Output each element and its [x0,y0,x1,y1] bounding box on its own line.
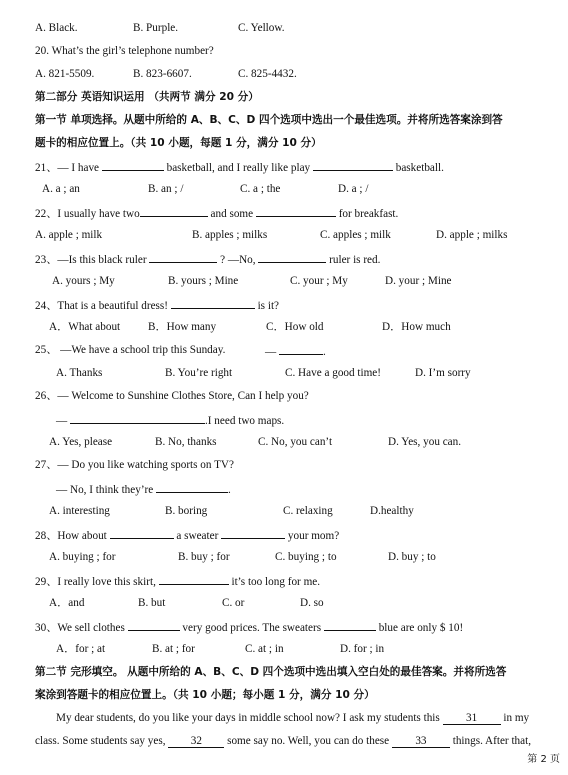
q19-option-a: A. Black. [35,22,78,34]
passage-line-2 [35,734,531,748]
q23-stem [35,251,380,267]
q24-stem [35,297,279,313]
q24-blank-1[interactable] [171,297,255,309]
q21-text-2: basketball, and I really like play [166,162,311,174]
q29-text-1: 29、I really love this skirt, [35,576,156,588]
q30-text-2: very good prices. The sweaters [182,622,322,634]
q26-option-a: A. Yes, please [49,436,113,448]
q24-option-b: B．How many [148,321,217,333]
q23-blank-2[interactable] [258,251,326,263]
q21-option-c: C. a ; the [240,183,281,195]
q27-option-c: C. relaxing [283,505,333,517]
q25-option-c: C. Have a good time! [285,367,382,379]
passage-blank-33[interactable]: 33 [392,736,450,748]
q27-text-2: — No, I think they’re [56,484,154,496]
passage-text-5: things. After that, [452,735,532,747]
q28-option-a: A. buying ; for [49,551,116,563]
q26-text-3: .I need two maps. [204,415,285,427]
q26-stem: 26、— Welcome to Sunshine Clothes Store, Can I help you? [35,390,309,402]
q28-blank-2[interactable] [221,527,285,539]
q24-option-d: D．How much [382,321,451,333]
q22-option-a: A. apple ; milk [35,229,103,241]
q28-option-d: D. buy ; to [388,551,436,563]
q22-blank-1[interactable] [140,205,208,217]
q21-stem [35,159,444,175]
q21-text-3: basketball. [395,162,444,174]
q26-option-b: B. No, thanks [155,436,217,448]
q27-blank-1[interactable] [156,481,228,493]
q28-option-b: B. buy ; for [178,551,230,563]
passage-blank-31[interactable]: 31 [443,713,501,725]
q30-blank-2[interactable] [324,619,376,631]
q23-option-a: A. yours ; My [52,275,115,287]
q19-option-c: C. Yellow. [238,22,285,34]
q21-option-d: D. a ; / [338,183,369,195]
q28-blank-1[interactable] [110,527,174,539]
q27-option-a: A. interesting [49,505,110,517]
q22-option-b: B. apples ; milks [192,229,268,241]
q23-blank-1[interactable] [149,251,217,263]
q19-option-b: B. Purple. [133,22,179,34]
q25-option-a: A. Thanks [56,367,103,379]
section2-heading-line2: 案涂到答题卡的相应位置上。（共 10 小题；每小题 1 分，满分 10 分） [35,689,375,701]
q30-option-b: B. at ; for [152,643,195,655]
q24-text-1: 24、That is a beautiful dress! [35,300,168,312]
q25-option-b: B. You’re right [165,367,233,379]
q26-response [56,412,284,428]
q23-text-1: 23、—Is this black ruler [35,254,147,266]
passage-text-2: in my [503,712,530,724]
q30-option-a: A．for ; at [56,643,106,655]
passage-text-3: class. Some students say yes, [35,735,166,747]
q22-text-2: and some [210,208,254,220]
q27-response [56,481,231,497]
q21-option-b: B. an ; / [148,183,184,195]
q26-blank-1[interactable] [70,412,205,424]
part2-title: 第二部分 英语知识运用 （共两节 满分 20 分） [35,91,259,103]
q24-option-c: C．How old [266,321,324,333]
q29-stem [35,573,320,589]
q24-text-2: is it? [257,300,280,312]
q22-blank-2[interactable] [256,205,336,217]
q27-option-d: D.healthy [370,505,414,517]
q21-blank-1[interactable] [102,159,164,171]
passage-line-1 [56,711,529,725]
q23-option-d: D. your ; Mine [385,275,452,287]
q25-text-2: — [265,346,277,358]
q25-stem: 25、 —We have a school trip this Sunday. [35,344,226,356]
passage-text-4: some say no. Well, you can do these [227,735,390,747]
q30-option-d: D. for ; in [340,643,385,655]
section1-heading-line1: 第一节 单项选择。从题中所给的 A、B、C、D 四个选项中选出一个最佳选项。并将所选答案涂到答 [35,114,503,126]
q28-stem [35,527,339,543]
q29-option-a: A．and [49,597,85,609]
q23-option-c: C. your ; My [290,275,348,287]
q29-blank-1[interactable] [159,573,229,585]
q22-text-1: 22、I usually have two [35,208,140,220]
q27-stem: 27、— Do you like watching sports on TV? [35,459,234,471]
q28-text-1: 28、How about [35,530,107,542]
q29-option-d: D. so [300,597,324,609]
q29-option-c: C. or [222,597,245,609]
q26-text-2: — [56,415,68,427]
q20-option-b: B. 823-6607. [133,68,192,80]
passage-blank-32[interactable]: 32 [168,736,224,748]
q26-option-c: C. No, you can’t [258,436,333,448]
passage-text-1: My dear students, do you like your days in middle school now? I ask my students this [56,712,440,724]
q21-option-a: A. a ; an [42,183,80,195]
q20-option-a: A. 821-5509. [35,68,95,80]
q22-stem [35,205,398,221]
q20-option-c: C. 825-4432. [238,68,297,80]
q23-text-2: ? —No, [220,254,256,266]
section2-heading-line1: 第二节 完形填空。 从题中所给的 A、B、C、D 四个选项中选出填入空白处的最佳答案。并将所选答 [35,666,507,678]
q29-option-b: B. but [138,597,166,609]
q22-text-3: for breakfast. [338,208,399,220]
q22-option-c: C. apples ; milk [320,229,391,241]
q21-blank-2[interactable] [313,159,393,171]
q30-blank-1[interactable] [128,619,180,631]
q30-option-c: C. at ; in [245,643,284,655]
q23-text-3: ruler is red. [329,254,381,266]
q23-option-b: B. yours ; Mine [168,275,239,287]
q29-text-2: it’s too long for me. [231,576,321,588]
page-number: 第 2 页 [527,754,560,765]
q25-text-3: . [322,346,326,358]
q28-option-c: C. buying ; to [275,551,337,563]
q25-response [265,343,326,359]
q27-option-b: B. boring [165,505,208,517]
q26-option-d: D. Yes, you can. [388,436,462,448]
q30-text-3: blue are only $ 10! [378,622,464,634]
q28-text-3: your mom? [287,530,340,542]
q22-option-d: D. apple ; milks [436,229,508,241]
section1-heading-line2: 题卡的相应位置上。（共 10 小题，每题 1 分，满分 10 分） [35,137,322,149]
q24-option-a: A．What about [49,321,121,333]
q25-option-d: D. I’m sorry [415,367,471,379]
q27-text-3: . [228,484,231,496]
q20-stem: 20. What’s the girl’s telephone number? [35,45,214,57]
q25-blank-1[interactable] [279,343,323,355]
q30-stem [35,619,463,635]
q28-text-2: a sweater [176,530,219,542]
q30-text-1: 30、We sell clothes [35,622,125,634]
q21-text-1: 21、— I have [35,162,100,174]
